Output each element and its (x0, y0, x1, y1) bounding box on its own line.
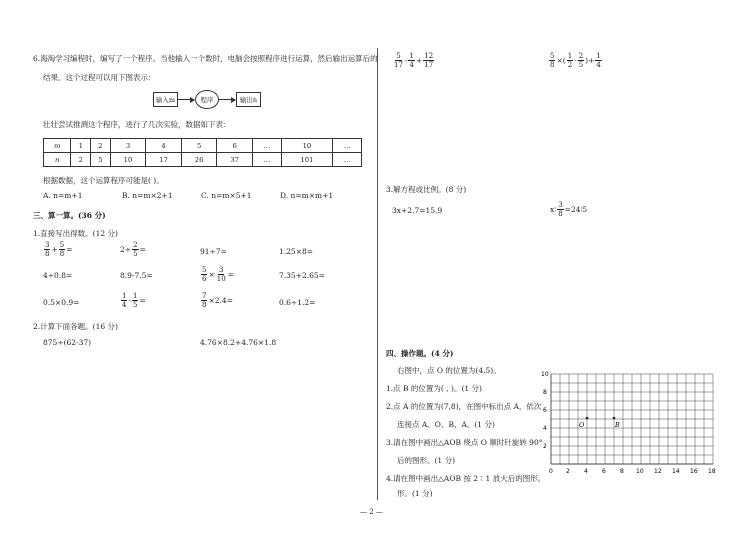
fraction: $\frac{1}{4}$ (409, 52, 414, 69)
fraction: $\frac{2}{5}$ (133, 241, 138, 258)
point-o-dot (586, 417, 589, 420)
q6-option-d: D. n=m×m+1 (280, 191, 334, 200)
fraction: $\frac{3}{10}$ (216, 266, 226, 283)
y-label-6: 6 (543, 407, 547, 414)
table-cell: … (252, 153, 281, 167)
flow-program-label: 程序 (200, 96, 214, 104)
fraction: $\frac{7}{8}$ (202, 292, 207, 309)
coordinate-grid (535, 364, 720, 476)
table-cell: 10 (110, 153, 146, 167)
s3-q3-expr1: 3x+2.7=15.9 (392, 206, 443, 215)
fraction: $\frac{5}{8}$ (59, 241, 65, 258)
x-label-4: 4 (584, 468, 588, 475)
x-label-2: 2 (566, 468, 570, 475)
grid-lines (551, 374, 713, 464)
calc-item-10: $\frac{1}{4}$ - $\frac{1}{5}$ = (122, 292, 146, 309)
calc-item-4: 1.25×8= (279, 247, 314, 256)
calc-item-6: 8.9-7.5= (120, 271, 153, 280)
right-expr-1: $\frac{5}{17}$ - $\frac{1}{4}$ + $\frac{12}{17}$ (394, 52, 434, 69)
table-cell: 6 (217, 139, 253, 153)
y-label-8: 8 (543, 389, 547, 396)
calc-item-2: 2÷ $\frac{2}{5}$ = (120, 241, 146, 258)
table-cell: 37 (217, 153, 253, 167)
table-cell: 26 (181, 153, 217, 167)
table-cell: 2 (91, 139, 111, 153)
table-cell: m (44, 139, 71, 153)
fraction: $\frac{1}{2}$ (567, 52, 573, 69)
x-label-10: 10 (636, 468, 644, 475)
table-cell: 4 (146, 139, 182, 153)
flow-input-box (153, 92, 178, 107)
table-cell: n (44, 153, 71, 167)
point-o-label: O (579, 421, 585, 429)
program-table (43, 138, 362, 167)
table-cell: 5 (181, 139, 217, 153)
q6-line4: 根据数据，这个运算程序可能是( )。 (43, 176, 164, 185)
fraction: $\frac{1}{4}$ (122, 292, 127, 309)
table-row-n (44, 153, 362, 167)
table-cell: 17 (146, 153, 182, 167)
s3-q2-title: 2.计算下面各题。(16 分) (33, 322, 118, 331)
q6-line1: 6.海淘学习编程时，编写了一个程序。当他输入一个数时，电脑会按照程序进行运算，然后输出运算后的 (33, 54, 378, 63)
s4-q3b: 后的图形。(1 分) (397, 456, 456, 465)
right-expr-2: $\frac{5}{8}$ ×( $\frac{1}{2}$ - $\frac{2}{5}$ )+ $\frac{1}{4}$ (550, 52, 601, 69)
s3-q2-expr2: 4.76×8.2+4.76×1.8 (200, 338, 277, 347)
fraction: $\frac{1}{4}$ (596, 52, 601, 69)
x-label-0: 0 (549, 468, 553, 475)
y-label-2: 2 (543, 443, 547, 450)
q6-option-b: B. n=m×2+1 (122, 191, 173, 200)
calc-item-1: $\frac{3}{8}$ + $\frac{5}{8}$ = (45, 241, 73, 258)
s4-q2b: 连接点 A、O、B、A。(1 分) (397, 420, 495, 429)
section3-title: 三、算一算。(36 分) (33, 211, 106, 220)
s4-intro: 右图中，点 O 的位置为(4,5)。 (397, 366, 501, 375)
page-number: — 2 — (360, 508, 383, 516)
calc-item-11: $\frac{7}{8}$ ×2.4= (202, 292, 233, 309)
table-cell: 3 (110, 139, 146, 153)
y-label-10: 10 (541, 371, 549, 378)
x-label-6: 6 (602, 468, 606, 475)
q6-option-a: A. n=m+1 (43, 191, 83, 200)
fraction: $\frac{3}{8}$ (558, 201, 563, 218)
section4-title: 四、操作题。(4 分) (386, 349, 454, 358)
q6-line3: 壮壮尝试推测这个程序，进行了几次实验，数据如下表： (43, 120, 231, 129)
table-cell: 10 (281, 139, 333, 153)
s3-q3-title: 3.解方程或比例。(8 分) (386, 185, 467, 194)
fraction: $\frac{1}{5}$ (133, 292, 138, 309)
fraction: $\frac{5}{6}$ (202, 266, 207, 283)
flow-arrow-1 (177, 99, 194, 100)
x-label-14: 14 (672, 468, 680, 475)
s3-q2-expr1: 875÷(62-37) (43, 338, 92, 347)
flow-arrow-2 (218, 99, 235, 100)
x-label-18: 18 (708, 468, 716, 475)
calc-item-9: 0.5×0.9= (43, 298, 80, 307)
point-b-label: B (615, 421, 620, 429)
q6-line2: 结果。这个过程可以用下图表示： (43, 73, 156, 82)
fraction: $\frac{5}{8}$ (550, 52, 555, 69)
table-cell: … (252, 139, 281, 153)
calc-item-3: 91÷7= (200, 247, 227, 256)
table-cell: … (333, 153, 362, 167)
calc-item-5: 4÷0.8= (43, 271, 73, 280)
q6-option-c: C. n=m×5+1 (201, 191, 252, 200)
table-cell: … (333, 139, 362, 153)
x-label-12: 12 (654, 468, 662, 475)
flow-output-box (236, 92, 261, 107)
table-row-m (44, 139, 362, 153)
x-label-8: 8 (620, 468, 624, 475)
column-divider (377, 48, 378, 500)
flow-input-label: 输入m (155, 96, 176, 104)
table-cell: 5 (91, 153, 111, 167)
x-label-16: 16 (690, 468, 698, 475)
flow-program-circle (195, 90, 219, 109)
s4-q2a: 2.点 A 的位置为(7,8)，在图中标出点 A，依次 (386, 402, 542, 411)
table-cell: 101 (281, 153, 333, 167)
calc-item-12: 0.6÷1.2= (279, 298, 316, 307)
calc-item-8: 7.35+2.65= (279, 271, 325, 280)
y-label-4: 4 (543, 425, 547, 432)
s4-q4a: 4.请在图中画出△AOB 按 2∶1 放大后的图形。 (386, 474, 546, 483)
fraction: $\frac{3}{8}$ (45, 241, 50, 258)
point-b-dot (613, 417, 616, 420)
s3-q1-title: 1.直接写出得数。(12 分) (33, 229, 118, 238)
table-cell: 2 (71, 153, 91, 167)
flow-output-label: 输出n (239, 96, 258, 104)
calc-item-7: $\frac{5}{6}$ × $\frac{3}{10}$ = (202, 266, 234, 283)
fraction: $\frac{5}{17}$ (394, 52, 403, 69)
s4-q1: 1.点 B 的位置为( , )。(1 分) (386, 384, 482, 393)
s4-q4b: 形。(1 分) (397, 489, 433, 498)
s4-q3a: 3.请在图中画出△AOB 绕点 O 顺时针旋转 90° (386, 438, 543, 447)
fraction: $\frac{2}{5}$ (578, 52, 584, 69)
s3-q3-expr2: x∶ $\frac{3}{8}$ =24∶5 (550, 201, 588, 218)
fraction: $\frac{12}{17}$ (424, 52, 434, 69)
table-cell: 1 (71, 139, 91, 153)
